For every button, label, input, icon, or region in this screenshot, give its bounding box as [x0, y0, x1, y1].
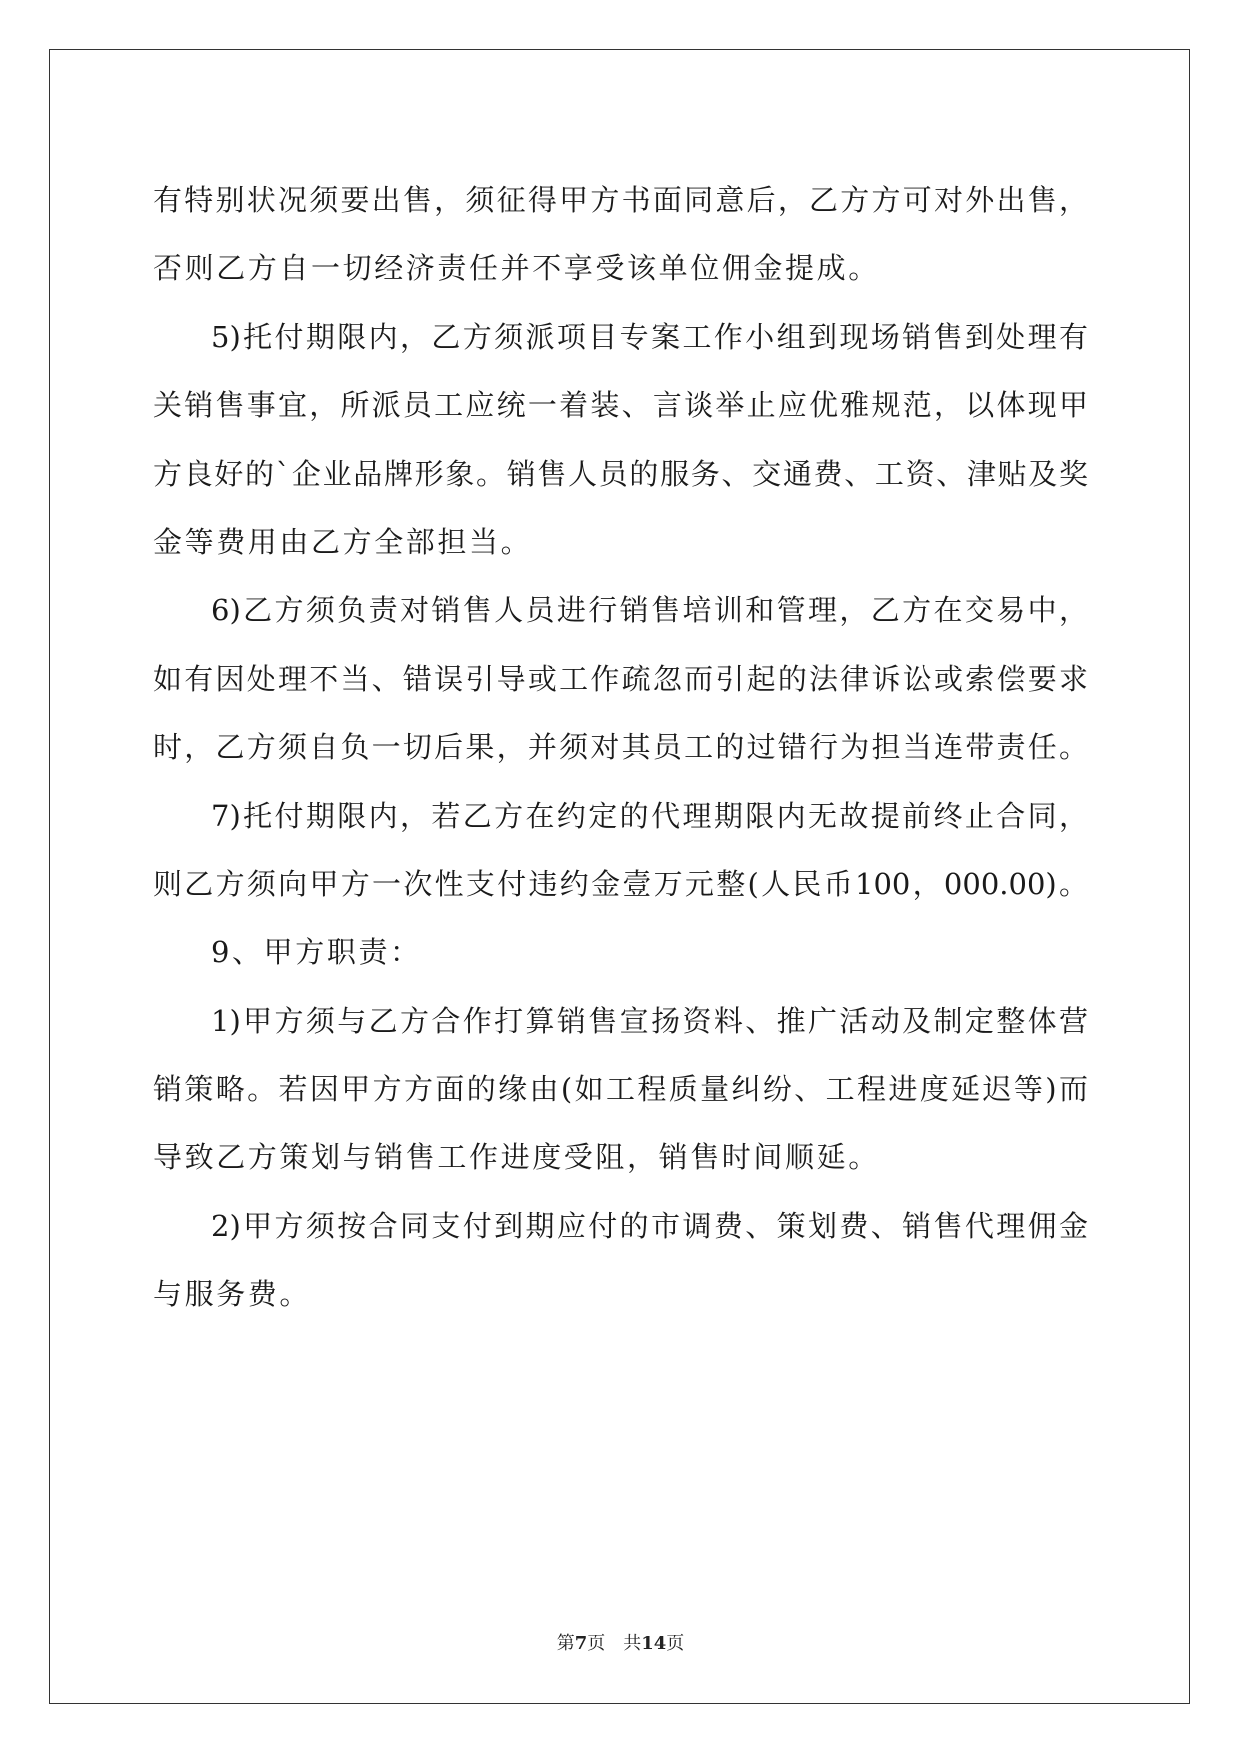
text-line: 2)甲方须按合同支付到期应付的市调费、策划费、销售代理佣金: [211, 1208, 1088, 1243]
text-line: 如有因处理不当、错误引导或工作疏忽而引起的法律诉讼或索偿要求: [153, 661, 1088, 696]
total-pages: 14: [641, 1633, 667, 1654]
page-prefix: 第: [556, 1633, 575, 1654]
text-line: 方良好的`企业品牌形象。销售人员的服务、交通费、工资、津贴及奖: [153, 456, 1088, 491]
total-prefix: 共: [623, 1633, 642, 1654]
text-line: 1)甲方须与乙方合作打算销售宣扬资料、推广活动及制定整体营: [211, 1003, 1088, 1038]
text-line: 销策略。若因甲方方面的缘由(如工程质量纠纷、工程进度延迟等)而: [153, 1072, 1088, 1107]
page-number: 7: [574, 1633, 588, 1654]
text-line: 则乙方须向甲方一次性支付违约金壹万元整(人民币100，000.00)。: [153, 866, 1088, 901]
text-line: 7)托付期限内，若乙方在约定的代理期限内无故提前终止合同，: [211, 798, 1088, 833]
text-line: 关销售事宜，所派员工应统一着装、言谈举止应优雅规范，以体现甲: [153, 388, 1088, 423]
page-suffix: 页: [587, 1633, 606, 1654]
text-line: 与服务费。: [153, 1277, 312, 1312]
section-heading: 9、甲方职责：: [211, 935, 422, 970]
document-body: [153, 166, 1088, 1329]
text-line: 5)托付期限内，乙方须派项目专案工作小组到现场销售到处理有: [211, 319, 1088, 354]
text-line: 金等费用由乙方全部担当。: [153, 524, 533, 559]
text-line: 有特别状况须要出售，须征得甲方书面同意后，乙方方可对外出售，: [153, 183, 1088, 217]
text-line: 6)乙方须负责对销售人员进行销售培训和管理，乙方在交易中，: [211, 593, 1088, 628]
page-footer: [0, 1629, 1241, 1655]
text-line: 时，乙方须自负一切后果，并须对其员工的过错行为担当连带责任。: [153, 730, 1088, 765]
total-suffix: 页: [666, 1633, 685, 1654]
text-line: 导致乙方策划与销售工作进度受阻，销售时间顺延。: [153, 1140, 880, 1175]
text-line: 否则乙方自一切经济责任并不享受该单位佣金提成。: [153, 251, 880, 286]
